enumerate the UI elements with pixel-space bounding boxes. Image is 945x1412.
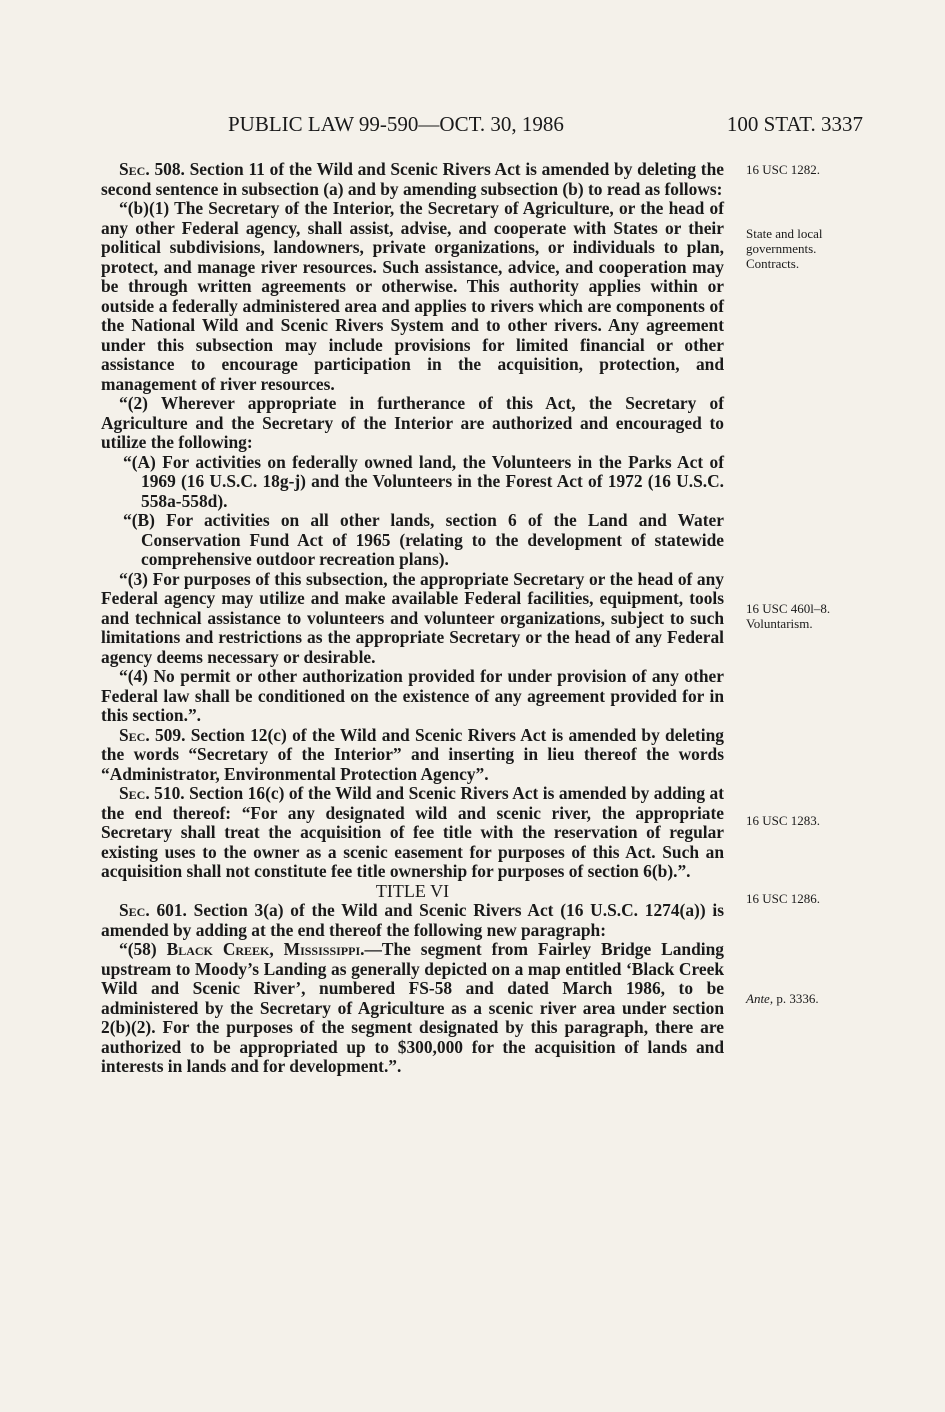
- margin-note-1286: 16 USC 1286.: [746, 891, 821, 906]
- margin-note-1282: 16 USC 1282.: [746, 162, 821, 177]
- header-stat-page: 100 STAT. 3337: [726, 112, 863, 136]
- subsection-b1: “(b)(1) The Secretary of the Interior, the Secretary of Agriculture, or the head of any other Federal agency, shall assist, advise, and cooperate with States or their political subdivisions, landowners, private organizations, or individuals to plan, protect, and manage river resources. Such assistance, advice, and cooperation may be through written agreements or otherwise. This authority applies within or outside a federally administered area and applies to rivers which are components of the National Wild and Scenic Rivers System and to other rivers. Any agreement under this subsection may include provisions for limited financial or other assistance to encourage participation in the acquisition, protection, and management of river resources.: [101, 198, 724, 394]
- paragraph-58: “(58) Black Creek, Mississippi.—The segment from Fairley Bridge Landing upstream to Moody’s Landing as generally depicted on a map entitled ‘Black Creek Wild and Scenic River’, numbered FS-58 and dated March 1986, to be administered by the Secretary of Agriculture as a scenic river area under section 2(b)(2). For the purposes of the segment designated by this paragraph, there are authorized to be appropriated up to $300,000 for the acquisition of lands and interests in lands and for development.”.: [101, 939, 724, 1076]
- margin-note-state-local: State and local governments. Contracts.: [746, 226, 823, 271]
- subsection-b3: “(3) For purposes of this subsection, the appropriate Secretary or the head of any Federal agency may utilize and make available Federal facilities, equipment, tools and technical assistance to volunteers and volunteer organizations, subject to such limitations and restrictions as the appropriate Secretary or the head of any Federal agency deems necessary or desirable.: [101, 568, 724, 667]
- subsection-b2: “(2) Wherever appropriate in furtherance of this Act, the Secretary of Agriculture and the Secretary of the Interior are authorized and encouraged to utilize the following:: [101, 393, 724, 452]
- subparagraph-b: “(B) For activities on all other lands, section 6 of the Land and Water Conservation Fund Act of 1965 (relating to the development of statewide comprehensive outdoor recreation plans).: [123, 510, 724, 569]
- section-601: Sec. 601. Section 3(a) of the Wild and Scenic Rivers Act (16 U.S.C. 1274(a)) is amended by adding at the end thereof the following new paragraph:: [101, 900, 724, 940]
- margin-note-460l: 16 USC 460l–8. Voluntarism.: [746, 601, 831, 631]
- title-heading: TITLE VI: [375, 880, 450, 901]
- margin-note-1283: 16 USC 1283.: [746, 813, 821, 828]
- margin-note-ante: Ante, p. 3336.: [746, 991, 819, 1006]
- section-509: Sec. 509. Section 12(c) of the Wild and Scenic Rivers Act is amended by deleting the words “Secretary of the Interior” and inserting in lieu thereof the words “Administrator, Environmental Protection Agency”.: [101, 724, 724, 784]
- running-header: [228, 112, 863, 137]
- section-508: Sec. 508. Section 11 of the Wild and Scenic Rivers Act is amended by deleting the second sentence in subsection (a) and by amending subsection (b) to read as follows:: [101, 159, 724, 199]
- subparagraph-a: “(A) For activities on federally owned land, the Volunteers in the Parks Act of 1969 (16 U.S.C. 18g-j) and the Volunteers in the Forest Act of 1972 (16 U.S.C. 558a-558d).: [123, 451, 724, 511]
- body-text: [101, 160, 724, 1077]
- subsection-b4: “(4) No permit or other authorization provided for under provision of any other Federal law shall be conditioned on the existence of any agreement provided for in this section.”.: [101, 666, 724, 725]
- header-law-citation: PUBLIC LAW 99-590—OCT. 30, 1986: [228, 112, 564, 136]
- section-510: Sec. 510. Section 16(c) of the Wild and Scenic Rivers Act is amended by adding at the end thereof: “For any designated wild and scenic river, the appropriate Secretary shall treat the acquisition of fee title with the reservation of regular existing uses to the owner as a scenic easement for purposes of this Act. Such an acquisition shall not constitute fee title ownership for purposes of section 6(b).”.: [101, 783, 724, 881]
